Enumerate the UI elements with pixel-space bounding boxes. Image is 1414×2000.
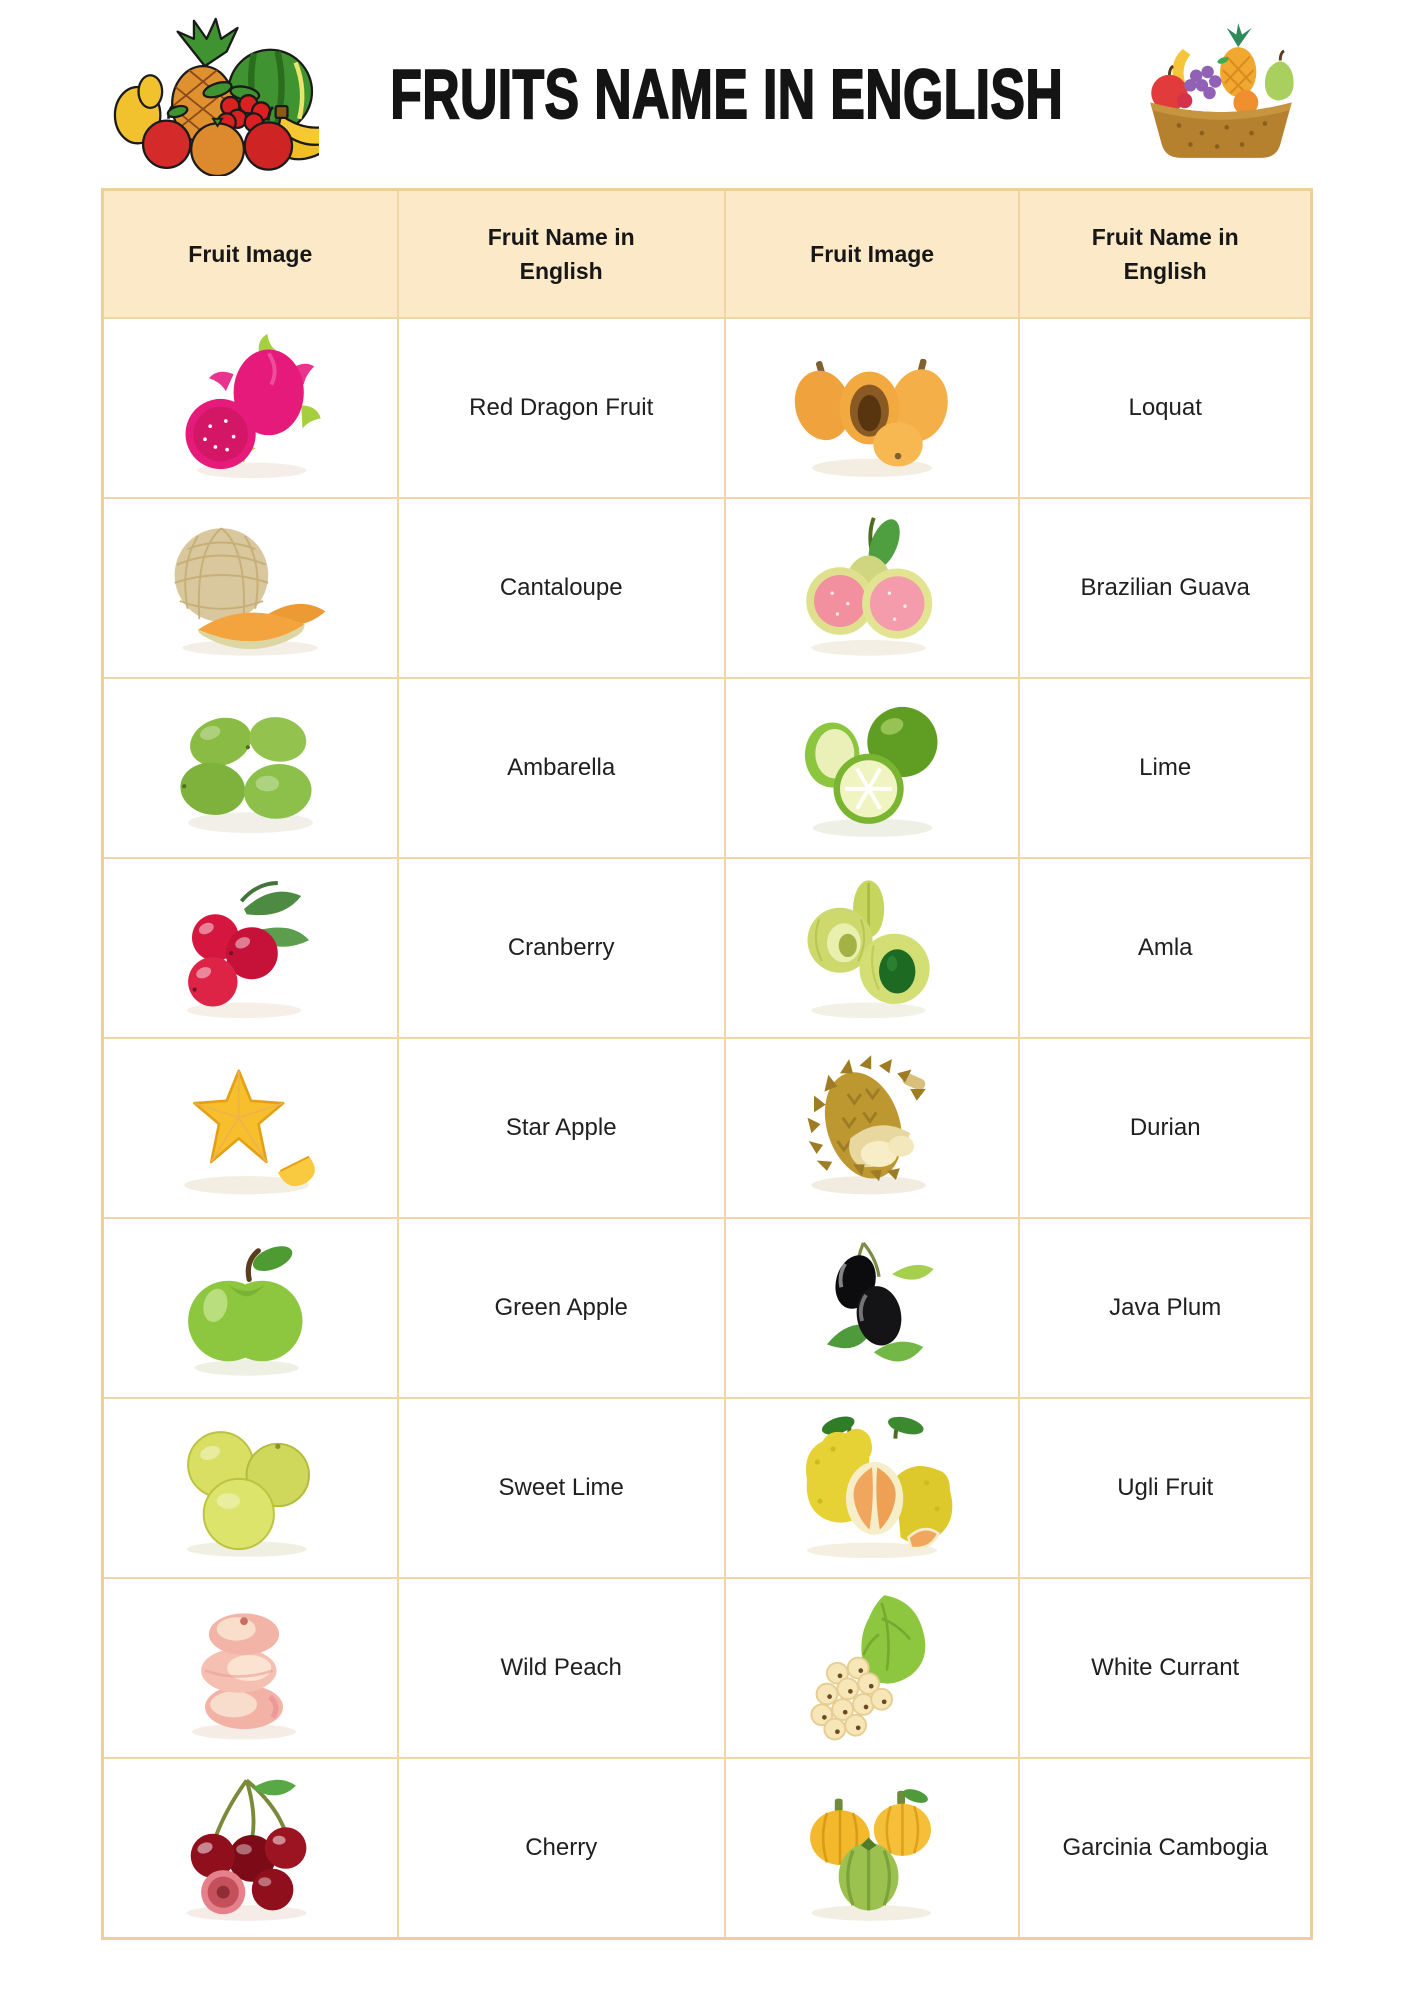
wild-peach-image xyxy=(104,1579,397,1757)
brazilian-guava-image xyxy=(726,499,1019,677)
loquat-image xyxy=(726,319,1019,497)
fruit-name: White Currant xyxy=(1020,1579,1310,1757)
cranberry-icon xyxy=(166,870,335,1026)
title-box xyxy=(337,54,1117,134)
ugli-fruit-icon xyxy=(781,1410,963,1566)
sweet-lime-image xyxy=(104,1399,397,1577)
fruit-name: Garcinia Cambogia xyxy=(1020,1759,1310,1937)
garcinia-cambogia-image xyxy=(726,1759,1019,1937)
cranberry-image xyxy=(104,859,397,1037)
fruit-name: Loquat xyxy=(1020,319,1310,497)
cherry-icon xyxy=(166,1770,335,1926)
brazilian-guava-icon xyxy=(788,510,957,666)
fruit-name: Amla xyxy=(1020,859,1310,1037)
white-currant-image xyxy=(726,1579,1019,1757)
loquat-icon xyxy=(781,330,963,486)
cherry-image xyxy=(104,1759,397,1937)
page-header xyxy=(0,0,1414,188)
amla-icon xyxy=(788,870,957,1026)
page-title: FRUITS NAME IN ENGLISH xyxy=(390,55,1064,133)
ugli-fruit-image xyxy=(726,1399,1019,1577)
fruit-name: Lime xyxy=(1020,679,1310,857)
column-header-fruit-image-1: Fruit Image xyxy=(104,191,397,317)
cantaloupe-image xyxy=(104,499,397,677)
red-dragon-fruit-image xyxy=(104,319,397,497)
ambarella-icon xyxy=(166,690,335,846)
lime-image xyxy=(726,679,1019,857)
fruit-name: Sweet Lime xyxy=(399,1399,724,1577)
ambarella-image xyxy=(104,679,397,857)
fruits-table xyxy=(101,188,1313,1940)
fruit-name: Brazilian Guava xyxy=(1020,499,1310,677)
fruit-name: Wild Peach xyxy=(399,1579,724,1757)
star-apple-icon xyxy=(166,1050,335,1206)
durian-image xyxy=(726,1039,1019,1217)
durian-icon xyxy=(788,1050,957,1206)
fruit-name: Star Apple xyxy=(399,1039,724,1217)
fruit-name: Cherry xyxy=(399,1759,724,1937)
fruit-name: Cantaloupe xyxy=(399,499,724,677)
fruit-name: Cranberry xyxy=(399,859,724,1037)
star-apple-image xyxy=(104,1039,397,1217)
wild-peach-icon xyxy=(166,1590,335,1746)
fruit-name: Green Apple xyxy=(399,1219,724,1397)
lime-icon xyxy=(788,690,957,846)
white-currant-icon xyxy=(788,1590,957,1746)
fruit-basket-icon xyxy=(1135,20,1307,164)
red-dragon-fruit-icon xyxy=(166,330,335,486)
sweet-lime-icon xyxy=(166,1410,335,1566)
column-header-fruit-name-1: Fruit Name in English xyxy=(399,191,724,317)
fruit-name: Red Dragon Fruit xyxy=(399,319,724,497)
fruit-name: Durian xyxy=(1020,1039,1310,1217)
column-header-fruit-image-2: Fruit Image xyxy=(726,191,1019,317)
green-apple-icon xyxy=(166,1230,335,1386)
java-plum-icon xyxy=(788,1230,957,1386)
fruit-name: Ugli Fruit xyxy=(1020,1399,1310,1577)
amla-image xyxy=(726,859,1019,1037)
column-header-fruit-name-2: Fruit Name in English xyxy=(1020,191,1310,317)
fruit-name: Java Plum xyxy=(1020,1219,1310,1397)
green-apple-image xyxy=(104,1219,397,1397)
java-plum-image xyxy=(726,1219,1019,1397)
fruit-group-illustration xyxy=(107,8,319,181)
garcinia-cambogia-icon xyxy=(788,1770,957,1926)
cantaloupe-icon xyxy=(159,510,341,666)
fruit-name: Ambarella xyxy=(399,679,724,857)
fruit-group-icon xyxy=(107,8,319,176)
fruit-basket-illustration xyxy=(1135,20,1307,169)
